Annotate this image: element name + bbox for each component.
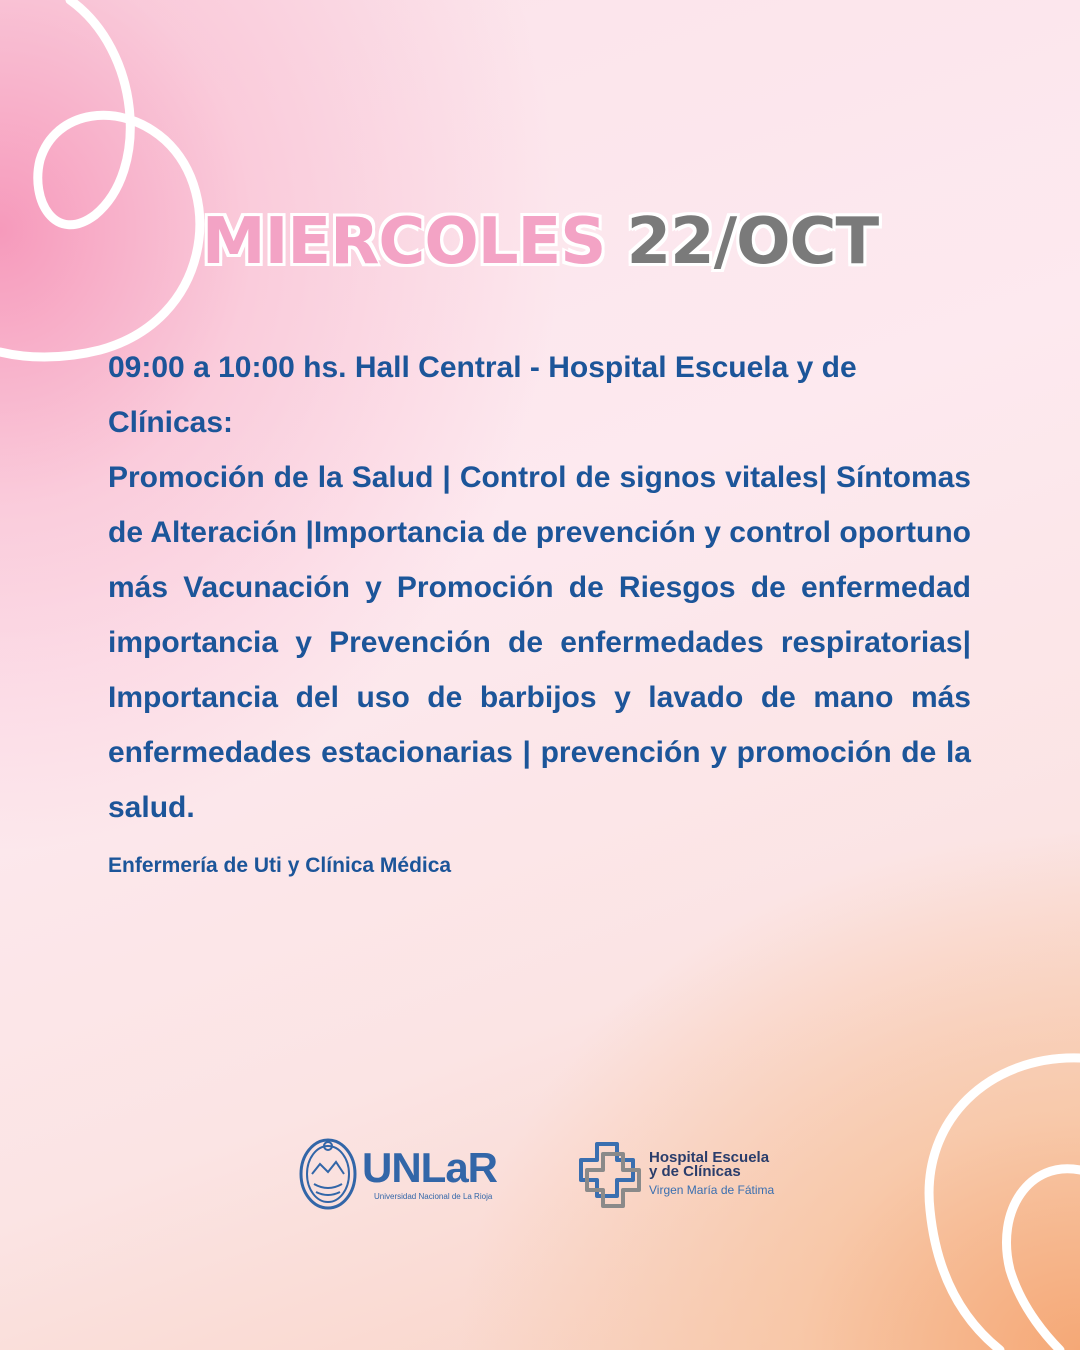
hospital-cross-icon [575,1138,645,1208]
title-day: MIERCOLES [201,205,606,279]
hospital-logo [575,1138,795,1218]
footer-logos [0,1130,1080,1220]
top-left-swirl [0,0,200,357]
unlar-subtitle: Universidad Nacional de La Rioja [374,1192,493,1201]
event-details [108,340,971,881]
title-date: 22/OCT [626,205,879,279]
hospital-name-line3: Virgen María de Fátima [649,1183,775,1197]
unlar-seal-icon [298,1134,360,1214]
unlar-logo [298,1134,503,1214]
unlar-name: UNLaR [362,1144,498,1191]
event-time-location: 09:00 a 10:00 hs. Hall Central - Hospital Escuela y de Clínicas: [108,351,857,439]
event-topics: Promoción de la Salud | Control de signos vitales| Síntomas de Alteración |Importancia de prevención y control oportuno más Vacunación y Promoción de Riesgos de enfermedad importancia y Prevención de enfermedades respiratorias| Importancia del uso de barbijos y lavado de mano más enfermedades estacionarias | prevención y promoción de la salud. [108,461,971,824]
hospital-name-line2: y de Clínicas [649,1163,741,1180]
page-title [0,205,1080,279]
event-credit: Enfermería de Uti y Clínica Médica [108,854,452,877]
hospital-name-line1: Hospital Escuela [649,1149,770,1166]
